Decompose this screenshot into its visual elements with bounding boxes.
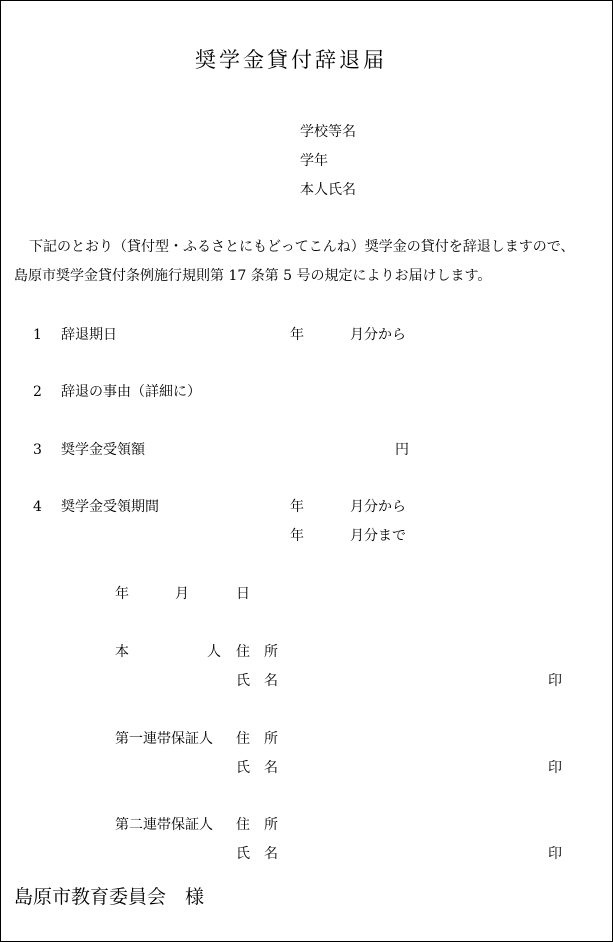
item-4-number: 4 — [33, 499, 42, 515]
item-3-label: 奨学金受領額 — [61, 442, 145, 458]
guarantor-2-name-label: 氏 名 — [236, 846, 278, 862]
guarantor-1-address-label: 住 所 — [236, 731, 278, 747]
school-name-label: 学校等名 — [300, 124, 356, 140]
self-name-label: 氏 名 — [236, 673, 278, 689]
item-2-number: 2 — [33, 384, 42, 400]
applicant-name-label: 本人氏名 — [300, 182, 356, 198]
self-seal-mark: 印 — [548, 673, 562, 689]
body-text-line-1: 下記のとおり（貸付型・ふるさとにもどってこんね）奨学金の貸付を辞退しますので、 — [29, 239, 575, 255]
grade-label: 学年 — [300, 153, 328, 169]
guarantor-1-seal-mark: 印 — [548, 760, 562, 776]
item-3-number: 3 — [33, 442, 42, 458]
addressee: 島原市教育委員会 様 — [14, 886, 205, 908]
item-4-year-from: 年 — [290, 499, 304, 515]
self-label-left: 本 — [115, 644, 129, 660]
guarantor-1-label: 第一連帯保証人 — [115, 731, 213, 747]
date-year-unit: 年 — [115, 586, 129, 602]
body-text-line-2: 島原市奨学金貸付条例施行規則第 17 条第 5 号の規定によりお届けします。 — [14, 268, 492, 284]
guarantor-1-name-label: 氏 名 — [236, 760, 278, 776]
self-address-label: 住 所 — [236, 644, 278, 660]
date-day-unit: 日 — [236, 586, 250, 602]
item-2-label: 辞退の事由（詳細に） — [61, 384, 201, 400]
item-4-label: 奨学金受領期間 — [61, 499, 159, 515]
item-1-month-from: 月分から — [350, 327, 406, 343]
item-3-yen-unit: 円 — [395, 442, 409, 458]
item-1-year-unit: 年 — [290, 327, 304, 343]
item-4-year-to: 年 — [290, 528, 304, 544]
item-1-label: 辞退期日 — [61, 327, 117, 343]
item-4-month-from: 月分から — [350, 499, 406, 515]
guarantor-2-label: 第二連帯保証人 — [115, 817, 213, 833]
date-month-unit: 月 — [175, 586, 189, 602]
guarantor-2-seal-mark: 印 — [548, 846, 562, 862]
item-4-month-to: 月分まで — [350, 528, 406, 544]
item-1-number: 1 — [33, 327, 42, 343]
guarantor-2-address-label: 住 所 — [236, 817, 278, 833]
document-title: 奨学金貸付辞退届 — [195, 48, 387, 72]
self-label-right: 人 — [207, 644, 221, 660]
